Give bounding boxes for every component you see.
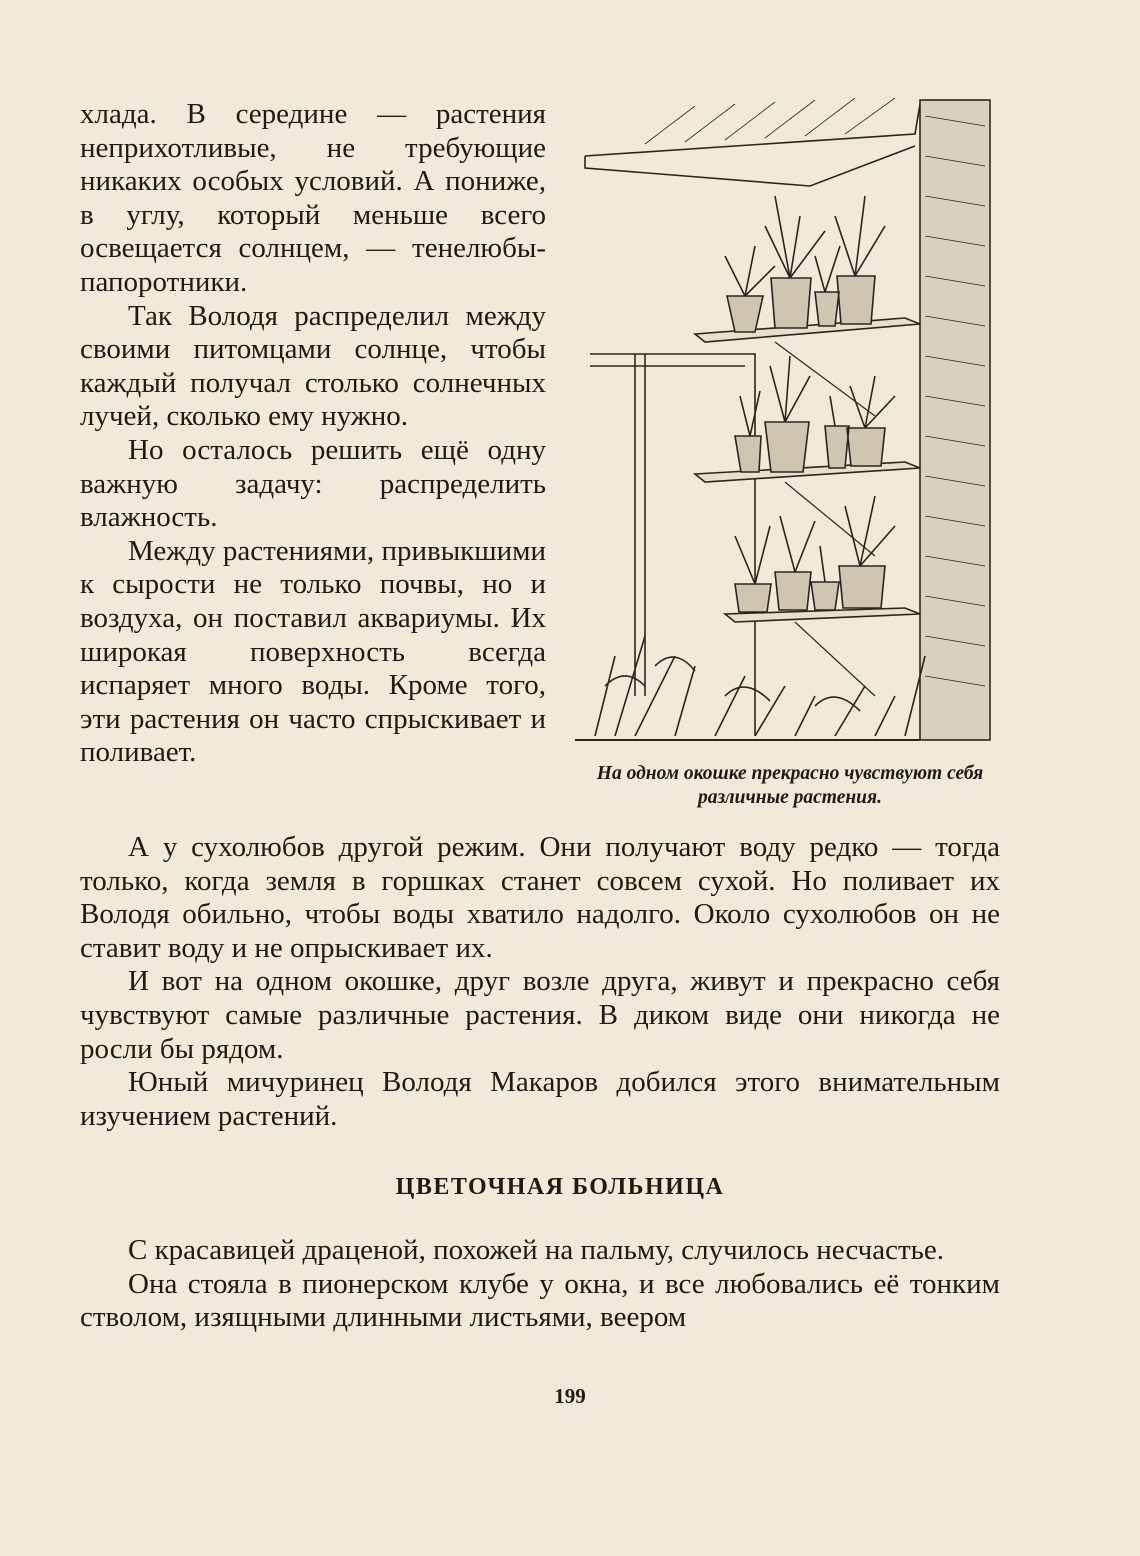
paragraph: Между растениями, привыкшими к сырости не только почвы, но и воздуха, он поставил аквариумы. Их широкая поверхность всегда испаряет много воды. Кроме того, эти растения он часто спрыскивает и поливает. — [80, 534, 546, 769]
paragraph: А у сухолюбов другой режим. Они получают воду редко — тогда только, когда земля в горшках станет совсем сухой. Но поливает их Володя обильно, чтобы воды хватило надолго. Около сухолюбов он не ставит воду и не опрыскивает их. — [80, 831, 1000, 964]
section-text — [80, 1234, 1000, 1335]
paragraph: Она стояла в пионерском клубе у окна, и все любовались её тонким стволом, изящными длинными листьями, веером — [80, 1267, 1000, 1334]
paragraph: И вот на одном окошке, друг возле друга, живут и прекрасно себя чувствуют самые различные растения. В диком виде они никогда не росли бы рядом. — [80, 965, 1000, 1065]
window-shelves-drawing — [575, 96, 1005, 741]
body-text — [80, 831, 1000, 1133]
paragraph: хлада. В середине — растения неприхотливые, не требующие никаких особых условий. А пониже, в углу, который меньше всего освещается солнцем, — тенелюбы-папоротники. — [80, 98, 546, 298]
paragraph: С красавицей драценой, похожей на пальму, случилось несчастье. — [128, 1234, 945, 1266]
paragraph: Но осталось решить ещё одну важную задачу: распределить влажность. — [80, 433, 546, 534]
paragraph: Юный мичуринец Володя Макаров добился этого внимательным изучением растений. — [80, 1066, 1000, 1132]
window-plants-illustration — [575, 96, 1005, 741]
column-text — [80, 98, 546, 770]
figure-caption: На одном окошке прекрасно чувствуют себя различные растения. — [596, 763, 984, 808]
section-heading: ЦВЕТОЧНАЯ БОЛЬНИЦА — [395, 1174, 725, 1200]
paragraph: Так Володя распределил между своими питомцами солнце, чтобы каждый получал столько солнечных лучей, сколько ему нужно. — [80, 299, 546, 433]
page-number: 199 — [554, 1384, 586, 1408]
